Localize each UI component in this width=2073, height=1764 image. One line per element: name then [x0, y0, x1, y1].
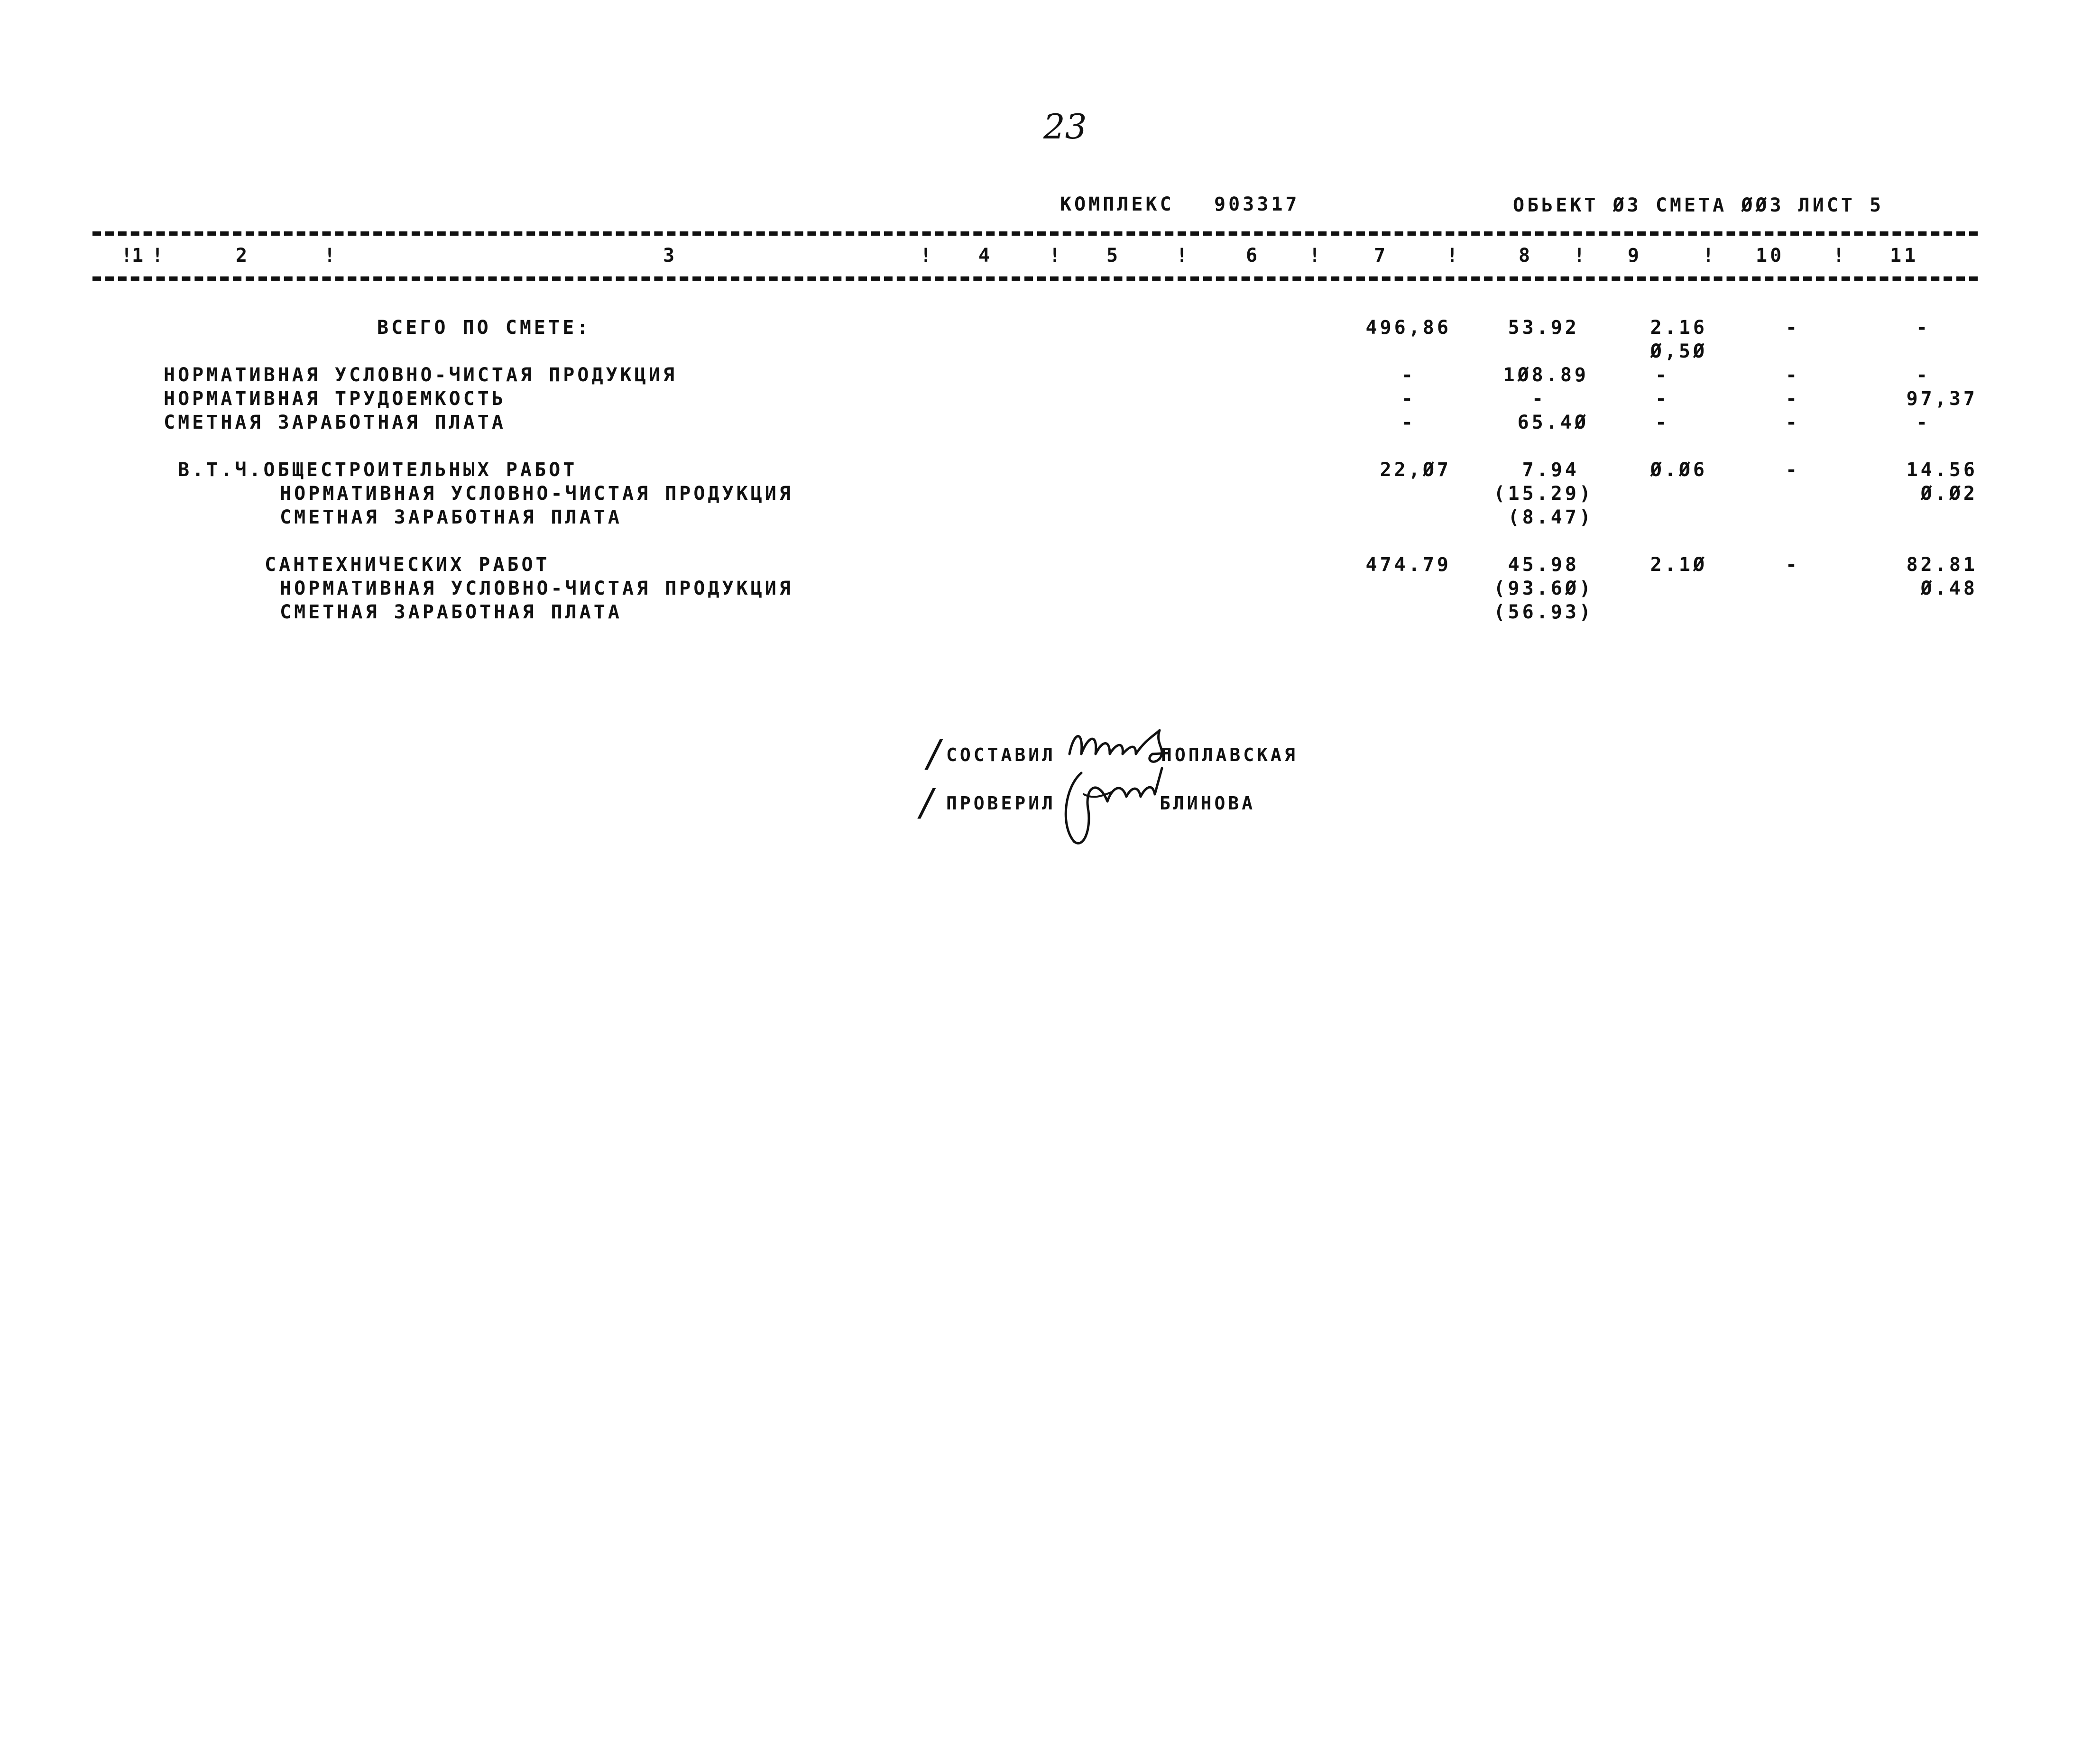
plumbing-works-title: САНТЕХНИЧЕСКИХ РАБОТ: [265, 554, 550, 576]
object-estimate-sheet: ОБЬЕКТ Ø3 СМЕТА ØØ3 ЛИСТ 5: [1513, 194, 1884, 216]
norm-row-col9: -: [1655, 364, 1670, 386]
column-header: 6: [1246, 245, 1261, 266]
header-bottom-rule: [92, 276, 1978, 281]
total-col10: -: [1786, 317, 1800, 339]
col-separator: !: [920, 245, 935, 266]
general-works-sub-col8: (15.29): [1493, 483, 1594, 505]
compiled-by-name: ПОПЛАВСКАЯ: [1161, 744, 1298, 765]
column-header: 9: [1628, 245, 1642, 266]
plumbing-works-sub-col11: Ø.48: [1920, 578, 1978, 599]
total-col7: 496,86: [1365, 317, 1451, 339]
col-separator: !: [324, 245, 339, 266]
checked-signature: [1055, 759, 1169, 849]
total-title: ВСЕГО ПО СМЕТЕ:: [377, 317, 591, 339]
column-header: 7: [1374, 245, 1389, 266]
plumbing-works-sub-col8: (56.93): [1493, 601, 1594, 623]
norm-row-col9: -: [1655, 388, 1670, 410]
norm-row-col7: -: [1401, 388, 1416, 410]
col-separator: !: [1446, 245, 1461, 266]
norm-row-col8: 65.4Ø: [1517, 412, 1589, 433]
norm-row-col7: -: [1401, 412, 1416, 433]
page-number: 23: [1043, 107, 1087, 147]
total-col9: 2.16: [1650, 317, 1707, 339]
norm-row-col11: -: [1916, 412, 1931, 433]
col-separator: !: [1703, 245, 1717, 266]
column-header: 8: [1519, 245, 1533, 266]
plumbing-works-col8: 45.98: [1508, 554, 1579, 576]
norm-row-col10: -: [1786, 388, 1800, 410]
norm-row-col10: -: [1786, 412, 1800, 433]
complex-label: КОМПЛЕКС: [1060, 193, 1174, 215]
col-separator: !: [1049, 245, 1064, 266]
col-separator: !: [1833, 245, 1848, 266]
norm-row-col8: 1Ø8.89: [1503, 364, 1589, 386]
general-works-col8: 7.94: [1522, 459, 1579, 481]
plumbing-works-col9: 2.1Ø: [1650, 554, 1707, 576]
total-col11: -: [1916, 317, 1931, 339]
plumbing-works-col7: 474.79: [1365, 554, 1451, 576]
general-works-col7: 22,Ø7: [1380, 459, 1451, 481]
general-works-col9: Ø.Ø6: [1650, 459, 1707, 481]
general-works-title: В.Т.Ч.ОБЩЕСТРОИТЕЛЬНЫХ РАБОТ: [178, 459, 578, 481]
column-header: 10: [1756, 245, 1785, 266]
norm-row-col11: -: [1916, 364, 1931, 386]
col-separator: !: [1574, 245, 1588, 266]
complex-number: 903317: [1214, 193, 1300, 215]
general-works-sub-col8: (8.47): [1508, 506, 1594, 528]
col-separator: !: [121, 245, 136, 266]
column-header: 1: [132, 245, 147, 266]
checked-by-label: ПРОВЕРИЛ: [946, 793, 1056, 814]
norm-row-label: НОРМАТИВНАЯ ТРУДОЕМКОСТЬ: [164, 388, 506, 410]
column-header: 11: [1890, 245, 1919, 266]
col-separator: !: [1309, 245, 1324, 266]
norm-row-label: СМЕТНАЯ ЗАРАБОТНАЯ ПЛАТА: [164, 412, 506, 433]
plumbing-works-sub-label: СМЕТНАЯ ЗАРАБОТНАЯ ПЛАТА: [280, 601, 622, 623]
checked-by-name: БЛИНОВА: [1160, 793, 1256, 814]
column-header: 5: [1106, 245, 1121, 266]
plumbing-works-col10: -: [1786, 554, 1800, 576]
column-header: 2: [236, 245, 250, 266]
norm-row-col10: -: [1786, 364, 1800, 386]
norm-row-col8: -: [1532, 388, 1547, 410]
norm-row-col7: -: [1401, 364, 1416, 386]
norm-row-col11: 97,37: [1906, 388, 1978, 410]
general-works-col10: -: [1786, 459, 1800, 481]
plumbing-works-sub-col8: (93.6Ø): [1493, 578, 1594, 599]
norm-row-col9: -: [1655, 412, 1670, 433]
plumbing-works-sub-label: НОРМАТИВНАЯ УСЛОВНО-ЧИСТАЯ ПРОДУКЦИЯ: [280, 578, 793, 599]
col-separator: !: [1176, 245, 1191, 266]
column-header: 3: [663, 245, 678, 266]
total-col8: 53.92: [1508, 317, 1579, 339]
general-works-col11: 14.56: [1906, 459, 1978, 481]
general-works-sub-col11: Ø.Ø2: [1920, 483, 1978, 505]
column-header: 4: [978, 245, 993, 266]
general-works-sub-label: НОРМАТИВНАЯ УСЛОВНО-ЧИСТАЯ ПРОДУКЦИЯ: [280, 483, 793, 505]
norm-row-label: НОРМАТИВНАЯ УСЛОВНО-ЧИСТАЯ ПРОДУКЦИЯ: [164, 364, 677, 386]
slash-mark: /: [920, 781, 933, 824]
general-works-sub-label: СМЕТНАЯ ЗАРАБОТНАЯ ПЛАТА: [280, 506, 622, 528]
col-separator: !: [152, 245, 166, 266]
plumbing-works-col11: 82.81: [1906, 554, 1978, 576]
top-rule: [92, 231, 1978, 236]
compiled-by-label: СОСТАВИЛ: [946, 744, 1056, 765]
slash-mark: /: [927, 733, 940, 775]
total-col9-second: Ø,5Ø: [1650, 340, 1707, 362]
